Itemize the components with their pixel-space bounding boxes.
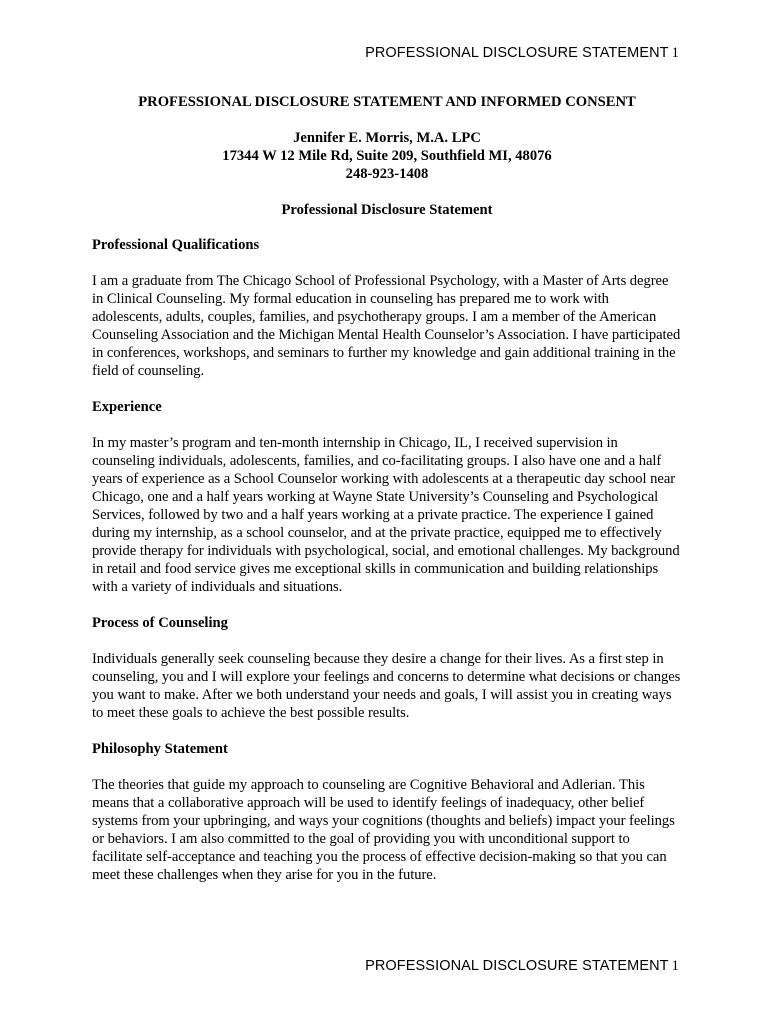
running-header-title: PROFESSIONAL DISCLOSURE STATEMENT xyxy=(365,45,669,61)
section-process-of-counseling xyxy=(92,614,682,722)
section-paragraph: Individuals generally seek counseling because they desire a change for their lives. As a first step in counseling, you and I will explore your feelings and concerns to determine what decisions or changes you want to make. After we both understand your needs and goals, I will assist you in creating ways to meet these goals to achieve the best possible results. xyxy=(92,651,681,721)
office-address: 17344 W 12 Mile Rd, Suite 209, Southfield MI, 48076 xyxy=(222,148,552,164)
section-experience xyxy=(92,398,682,596)
contact-block xyxy=(92,129,682,183)
counselor-name: Jennifer E. Morris, M.A. LPC xyxy=(293,130,481,146)
footer-page-number: 1 xyxy=(671,958,679,974)
running-header xyxy=(365,45,679,62)
section-heading: Philosophy Statement xyxy=(92,741,228,757)
page-number: 1 xyxy=(671,45,679,61)
document-body xyxy=(92,93,682,902)
section-paragraph: I am a graduate from The Chicago School of Professional Psychology, with a Master of Arts degree in Clinical Counseling. My formal education in counseling has prepared me to work with adolescents, adults, couples, families, and psychotherapy groups. I am a member of the American Counseling Association and the Michigan Mental Health Counselor’s Association. I have participated in conferences, workshops, and seminars to further my knowledge and gain additional training in the field of counseling. xyxy=(92,273,681,379)
running-footer-title: PROFESSIONAL DISCLOSURE STATEMENT xyxy=(365,958,669,974)
document-subtitle: Professional Disclosure Statement xyxy=(281,202,493,218)
section-heading: Experience xyxy=(92,399,162,415)
section-heading: Professional Qualifications xyxy=(92,237,260,253)
phone-number: 248-923-1408 xyxy=(345,166,429,182)
section-heading: Process of Counseling xyxy=(92,615,228,631)
section-philosophy-statement xyxy=(92,740,682,884)
section-paragraph: In my master’s program and ten-month internship in Chicago, IL, I received supervision in counseling individuals, adolescents, families, and co-facilitating groups. I also have one and a half years of experience as a School Counselor working with adolescents at a therapeutic day school near Chicago, one and a half years working at Wayne State University’s Counseling and Psychological Services, followed by two and a half years working at a private practice. The experience I gained during my internship, as a school counselor, and at the private practice, equipped me to effectively provide therapy for individuals with psychological, social, and emotional challenges. My background in retail and food service gives me exceptional skills in communication and building relationships with a variety of individuals and situations. xyxy=(92,435,680,595)
section-paragraph: The theories that guide my approach to counseling are Cognitive Behavioral and Adlerian. This means that a collaborative approach will be used to identify feelings of inadequacy, other belief systems from your upbringing, and ways your cognitions (thoughts and beliefs) impact your feelings or behaviors. I am also committed to the goal of providing you with unconditional support to facilitate self-acceptance and teaching you the process of effective decision-making so that you can meet these challenges when they arise for you in the future. xyxy=(92,777,675,883)
section-professional-qualifications xyxy=(92,236,682,380)
document-title: PROFESSIONAL DISCLOSURE STATEMENT AND INFORMED CONSENT xyxy=(138,94,636,110)
running-footer xyxy=(365,958,679,975)
